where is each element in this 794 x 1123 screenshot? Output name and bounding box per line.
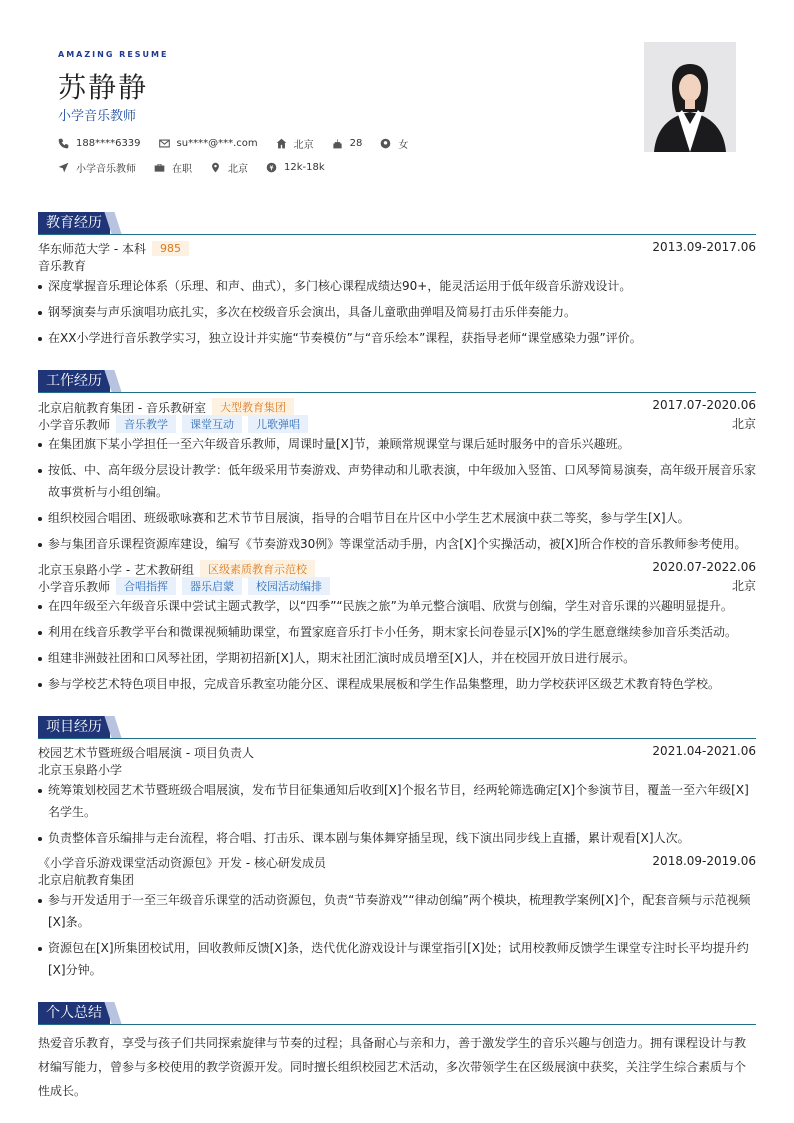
contact-row	[58, 136, 426, 151]
candidate-name: 苏静静	[58, 71, 149, 104]
intent-text: 小学音乐教师	[76, 164, 136, 175]
work-header	[38, 370, 756, 393]
phone-text: 188****6339	[76, 138, 141, 149]
skill-tag: 课堂互动	[182, 415, 242, 433]
job-city: 北京	[731, 579, 756, 593]
education-date: 2013.09-2017.06	[652, 240, 756, 254]
job-entry-head	[38, 397, 756, 415]
work-title: 工作经历	[38, 370, 110, 392]
job-position-row	[38, 415, 756, 433]
projects-header	[38, 716, 756, 739]
company-name: 北京玉泉路小学 - 艺术教研组	[38, 562, 194, 577]
project-org: 北京玉泉路小学	[38, 763, 123, 777]
job-entry-head	[38, 559, 756, 577]
project-org: 北京启航教育集团	[38, 873, 135, 887]
city-item	[276, 136, 314, 151]
status-item	[154, 160, 192, 175]
gender-text: 女	[398, 140, 409, 151]
profile-photo	[644, 42, 736, 152]
projects-title: 项目经历	[38, 716, 110, 738]
age-text: 28	[349, 138, 363, 149]
candidate-role: 小学音乐教师	[58, 109, 137, 124]
list-item: 参与集团音乐课程资源库建设，编写《节奏游戏30例》等课堂活动手册，内含[X]个实操活动，被[X]所合作校的音乐教师参考使用。	[38, 533, 756, 555]
job-city: 北京	[731, 417, 756, 431]
summary-header	[38, 1002, 756, 1025]
job-position-row	[38, 577, 756, 595]
location-item	[210, 160, 248, 175]
status-text: 在职	[172, 164, 192, 175]
summary-section	[38, 1002, 756, 1103]
send-icon	[58, 162, 69, 173]
skill-tag: 合唱指挥	[116, 577, 176, 595]
email-item	[159, 138, 258, 149]
project-org-row	[38, 871, 756, 889]
salary-text: 12k-18k	[284, 162, 325, 173]
briefcase-icon	[154, 162, 165, 173]
project-date: 2021.04-2021.06	[652, 744, 756, 758]
list-item: 参与学校艺术特色项目申报，完成音乐教室功能分区、课程成果展板和学生作品集整理，助力学校获评区级艺术教育特色学校。	[38, 673, 756, 695]
school-name: 华东师范大学 - 本科	[38, 242, 146, 256]
project-name: 《小学音乐游戏课堂活动资源包》开发 - 核心研发成员	[38, 856, 326, 870]
salary-item	[266, 162, 325, 173]
location-text: 北京	[228, 164, 248, 175]
phone-item	[58, 138, 141, 149]
position: 小学音乐教师	[38, 579, 111, 594]
job-date: 2020.07-2022.06	[652, 560, 756, 574]
project-date: 2018.09-2019.06	[652, 854, 756, 868]
phone-icon	[58, 138, 69, 149]
brand-label: AMAZING RESUME	[58, 50, 169, 59]
gender-item	[380, 136, 408, 151]
job-bullets	[38, 433, 756, 555]
list-item: 利用在线音乐教学平台和微课视频辅助课堂，布置家庭音乐打卡小任务，期末家长问卷显示[X]%的学生愿意继续参加音乐类活动。	[38, 621, 756, 643]
company-name: 北京启航教育集团 - 音乐教研室	[38, 400, 206, 415]
summary-text: 热爱音乐教育，享受与孩子们共同探索旋律与节奏的过程；具备耐心与亲和力，善于激发学生的音乐兴趣与创造力。拥有课程设计与教材编写能力，曾参与多校使用的教学资源开发。同时擅长组织校园艺术活动，多次带领学生在区级展演中获奖，关注学生综合素质与个性成长。	[38, 1036, 747, 1098]
skill-tag: 器乐启蒙	[182, 577, 242, 595]
major: 音乐教育	[38, 259, 87, 273]
mail-icon	[159, 138, 170, 149]
list-item: 资源包在[X]所集团校试用，回收教师反馈[X]条，迭代优化游戏设计与课堂指引[X]处；试用校教师反馈学生课堂专注时长平均提升约[X]分钟。	[38, 937, 756, 981]
company-tag: 大型教育集团	[212, 398, 294, 416]
list-item: 参与开发适用于一至三年级音乐课堂的活动资源包，负责“节奏游戏”“律动创编”两个模块，梳理教学案例[X]个，配套音频与示范视频[X]条。	[38, 889, 756, 933]
intent-item	[58, 160, 136, 175]
list-item: 钢琴演奏与声乐演唱功底扎实，多次在校级音乐会演出，具备儿童歌曲弹唱及简易打击乐伴奏能力。	[38, 301, 756, 323]
city-text: 北京	[293, 140, 314, 151]
project-entry-head	[38, 853, 756, 871]
education-entry-head	[38, 239, 756, 257]
project-bullets	[38, 779, 756, 849]
education-section	[38, 212, 756, 353]
summary-title: 个人总结	[38, 1002, 110, 1024]
age-item	[332, 138, 363, 149]
email-text: su****@***.com	[176, 138, 258, 149]
cake-icon	[332, 138, 343, 149]
list-item: 负责整体音乐编排与走台流程，将合唱、打击乐、课本剧与集体舞穿插呈现，线下演出同步线上直播，累计观看[X]人次。	[38, 827, 756, 849]
job-date: 2017.07-2020.06	[652, 398, 756, 412]
list-item: 在四年级至六年级音乐课中尝试主题式教学，以“四季”“民族之旅”为单元整合演唱、欣赏与创编，学生对音乐课的兴趣明显提升。	[38, 595, 756, 617]
position: 小学音乐教师	[38, 417, 111, 432]
list-item: 组建非洲鼓社团和口风琴社团，学期初招新[X]人，期末社团汇演时成员增至[X]人，并在校园开放日进行展示。	[38, 647, 756, 669]
work-section	[38, 370, 756, 699]
list-item: 在XX小学进行音乐教学实习，独立设计并实施“节奏模仿”与“音乐绘本”课程，获指导老师“课堂感染力强”评价。	[38, 327, 756, 349]
projects-section	[38, 716, 756, 985]
job-intent-row	[58, 160, 343, 175]
salary-icon	[266, 162, 277, 173]
list-item: 统筹策划校园艺术节暨班级合唱展演，发布节目征集通知后收到[X]个报名节目，经两轮筛选确定[X]个参演节目，覆盖一至六年级[X]名学生。	[38, 779, 756, 823]
project-name: 校园艺术节暨班级合唱展演 - 项目负责人	[38, 746, 254, 760]
list-item: 在集团旗下某小学担任一至六年级音乐教师，周课时量[X]节，兼顾常规课堂与课后延时服务中的音乐兴趣班。	[38, 433, 756, 455]
list-item: 组织校园合唱团、班级歌咏赛和艺术节节目展演，指导的合唱节目在片区中小学生艺术展演中获二等奖，参与学生[X]人。	[38, 507, 756, 529]
project-org-row	[38, 761, 756, 779]
list-item: 按低、中、高年级分层设计教学：低年级采用节奏游戏、声势律动和儿歌表演，中年级加入竖笛、口风琴简易演奏，高年级开展音乐家故事赏析与小组创编。	[38, 459, 756, 503]
skill-tag: 儿歌弹唱	[248, 415, 308, 433]
education-header	[38, 212, 756, 235]
project-bullets	[38, 889, 756, 981]
school-tag: 985	[152, 241, 189, 256]
skill-tag: 音乐教学	[116, 415, 176, 433]
location-icon	[210, 162, 221, 173]
project-entry-head	[38, 743, 756, 761]
company-tag: 区级素质教育示范校	[200, 560, 315, 578]
list-item: 深度掌握音乐理论体系（乐理、和声、曲式），多门核心课程成绩达90+，能灵活运用于低年级音乐游戏设计。	[38, 275, 756, 297]
education-title: 教育经历	[38, 212, 110, 234]
home-icon	[276, 138, 287, 149]
job-bullets	[38, 595, 756, 695]
education-bullets	[38, 275, 756, 349]
gender-icon	[380, 138, 391, 149]
education-major-row	[38, 257, 756, 275]
skill-tag: 校园活动编排	[248, 577, 330, 595]
